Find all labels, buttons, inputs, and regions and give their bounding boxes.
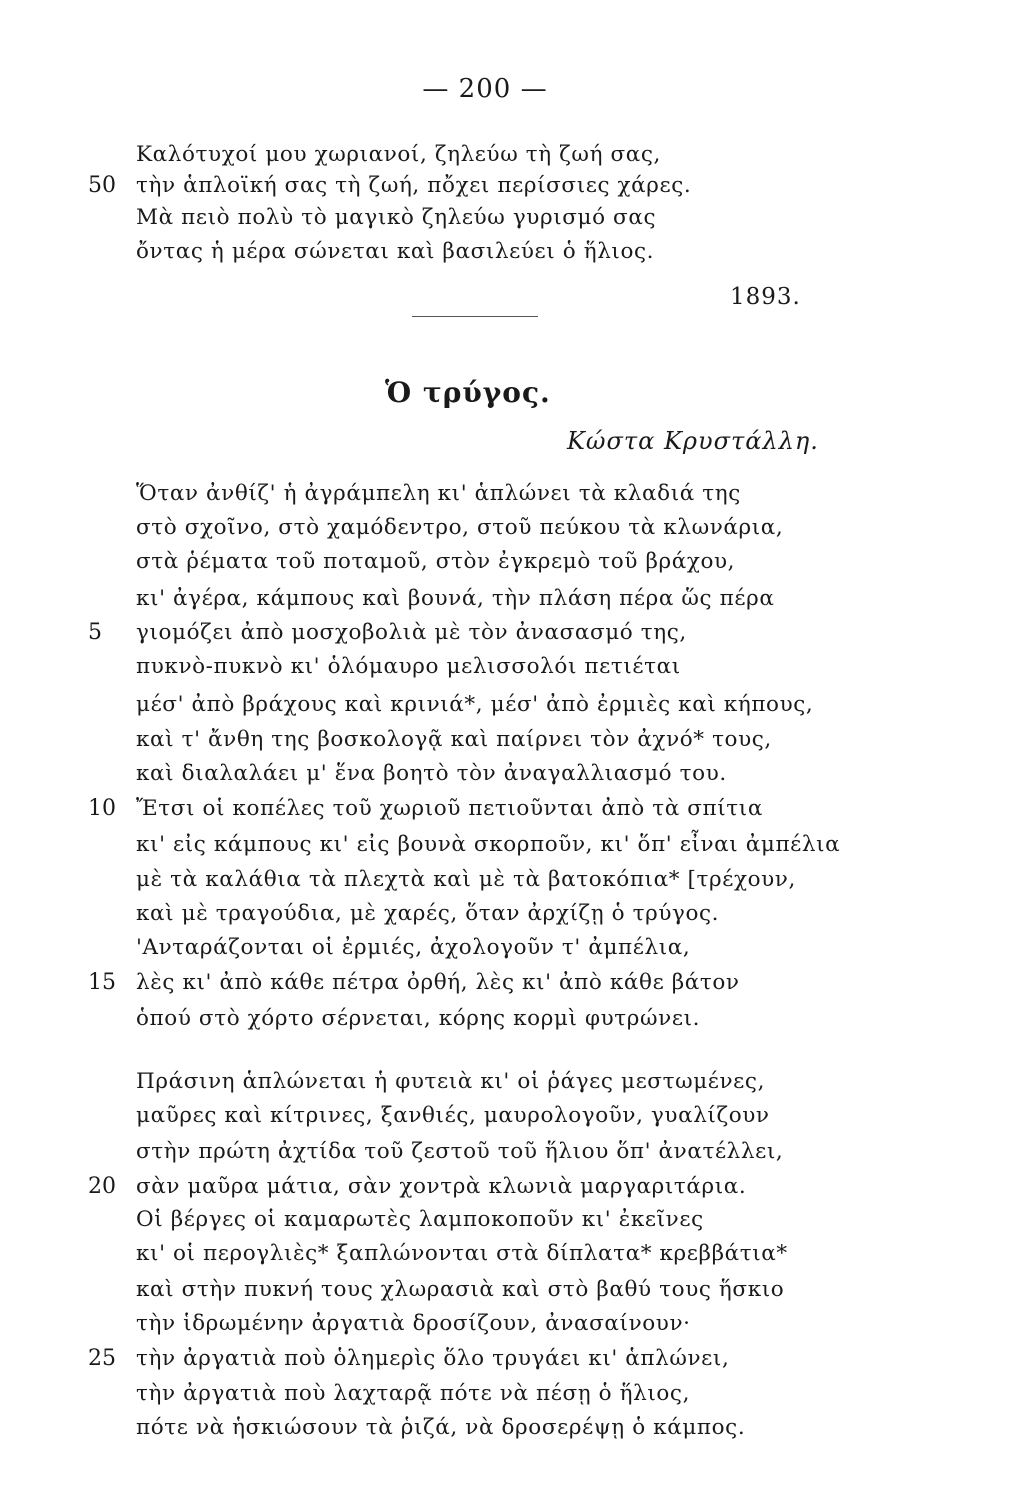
verse-line: σὰν μαῦρα μάτια, σὰν χοντρὰ κλωνιὰ μαργαριτάρια. (136, 1174, 747, 1199)
verse-line: τὴν ἱδρωμένην ἀργατιὰ δροσίζουν, ἀνασαίνουν· (136, 1311, 691, 1336)
verse-line: καὶ στὴν πυκνή τους χλωρασιὰ καὶ στὸ βαθύ τους ἥσκιο (136, 1277, 785, 1302)
line-number: 5 (88, 620, 102, 645)
verse-line: μὲ τὰ καλάθια τὰ πλεχτὰ καὶ μὲ τὰ βατοκόπια* [τρέχουν, (136, 867, 796, 892)
line-number: 15 (88, 970, 116, 995)
verse-line: Ἔτσι οἱ κοπέλες τοῦ χωριοῦ πετιοῦνται ἀπὸ τὰ σπίτια (136, 796, 763, 821)
line-number: 10 (88, 796, 116, 821)
verse-line: κι' οἱ περογλιὲς* ξαπλώνονται στὰ δίπλατα* κρεββάτια* (136, 1241, 788, 1266)
verse-line: στὸ σχοῖνο, στὸ χαμόδεντρο, στοῦ πεύκου τὰ κλωνάρια, (136, 515, 784, 540)
verse-line: στὰ ῥέματα τοῦ ποταμοῦ, στὸν ἐγκρεμὸ τοῦ βράχου, (136, 549, 736, 574)
verse-line: τὴν ἁπλοϊκή σας τὴ ζωή, πὄχει περίσσιες χάρες. (136, 173, 692, 198)
poem-year: 1893. (730, 284, 801, 310)
verse-line: Ὅταν ἀνθίζ' ἡ ἀγράμπελη κι' ἁπλώνει τὰ κλαδιά της (136, 481, 741, 506)
verse-line: καὶ τ' ἄνθη της βοσκολογᾷ καὶ παίρνει τὸν ἀχνό* τους, (136, 727, 772, 752)
verse-line: γιομόζει ἀπὸ μοσχοβολιὰ μὲ τὸν ἀνασασμό της, (136, 620, 687, 645)
verse-line: λὲς κι' ἀπὸ κάθε πέτρα ὀρθή, λὲς κι' ἀπὸ κάθε βάτον (136, 970, 740, 995)
line-number: 25 (88, 1346, 116, 1371)
verse-line: κι' ἀγέρα, κάμπους καὶ βουνά, τὴν πλάση πέρα ὥς πέρα (136, 586, 775, 611)
verse-line: Μὰ πειὸ πολὺ τὸ μαγικὸ ζηλεύω γυρισμό σας (136, 205, 657, 230)
verse-line: 'Ανταράζονται οἱ ἐρμιές, ἀχολογοῦν τ' ἀμπέλια, (136, 935, 691, 960)
verse-line: Καλότυχοί μου χωριανοί, ζηλεύω τὴ ζωή σας, (136, 142, 661, 167)
verse-line: μαῦρες καὶ κίτρινες, ξανθιές, μαυρολογοῦν, γυαλίζουν (136, 1103, 770, 1128)
verse-line: καὶ μὲ τραγούδια, μὲ χαρές, ὅταν ἀρχίζῃ ὁ τρύγος. (136, 901, 720, 926)
page-number: — 200 — (422, 74, 548, 104)
verse-line: Οἱ βέργες οἱ καμαρωτὲς λαμποκοποῦν κι' ἐκεῖνες (136, 1207, 704, 1232)
poem-title: Ὁ τρύγος. (385, 376, 551, 409)
verse-line: στὴν πρώτη ἀχτίδα τοῦ ζεστοῦ τοῦ ἥλιου ὅπ' ἀνατέλλει, (136, 1139, 784, 1164)
verse-line: κι' εἰς κάμπους κι' εἰς βουνὰ σκορποῦν, κι' ὅπ' εἶναι ἀμπέλια (136, 832, 841, 857)
line-number: 20 (88, 1174, 116, 1199)
verse-line: ὄντας ἡ μέρα σώνεται καὶ βασιλεύει ὁ ἥλιος. (136, 239, 655, 264)
line-number: 50 (88, 173, 116, 198)
section-divider (412, 316, 538, 317)
verse-line: τὴν ἀργατιὰ ποὺ ὁλημερὶς ὅλο τρυγάει κι' ἁπλώνει, (136, 1346, 730, 1371)
verse-line: πότε νὰ ἡσκιώσουν τὰ ῥιζά, νὰ δροσερέψῃ ὁ κάμπος. (136, 1415, 746, 1440)
verse-line: καὶ διαλαλάει μ' ἕνα βοητὸ τὸν ἀναγαλλιασμό του. (136, 761, 727, 786)
verse-line: Πράσινη ἁπλώνεται ἡ φυτειὰ κι' οἱ ῥάγες μεστωμένες, (136, 1069, 765, 1094)
verse-line: τὴν ἀργατιὰ ποὺ λαχταρᾷ πότε νὰ πέσῃ ὁ ἥλιος, (136, 1381, 691, 1406)
verse-line: ὁπού στὸ χόρτο σέρνεται, κόρης κορμὶ φυτρώνει. (136, 1006, 701, 1031)
verse-line: πυκνὸ-πυκνὸ κι' ὁλόμαυρο μελισσολόι πετιέται (136, 654, 681, 679)
verse-line: μέσ' ἀπὸ βράχους καὶ κρινιά*, μέσ' ἀπὸ ἐρμιὲς καὶ κήπους, (136, 692, 814, 717)
poem-author: Κώστα Κρυστάλλη. (567, 427, 819, 455)
